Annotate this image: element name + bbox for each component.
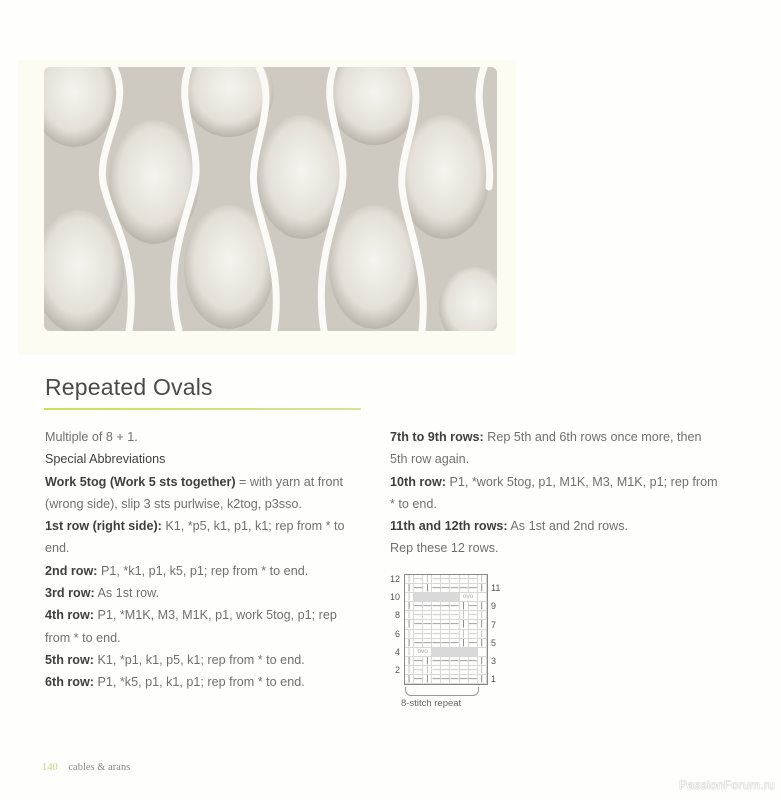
stitch-chart [386,570,501,715]
chart-cell: | [460,639,469,648]
chart-cell: | [423,657,432,666]
chart-cell: — [432,610,441,620]
chart-cell: | [478,675,487,684]
chart-cell: | [405,602,414,611]
row-number: 5 [491,637,497,648]
title-underline [44,408,361,410]
chart-cell: — [414,655,423,665]
chart-cell: | [460,602,469,611]
chart-cell: | [405,611,414,620]
chart-cell: — [423,637,432,647]
chart-cell: — [414,610,423,620]
row-6: 6th row: P1, *k5, p1, k1, p1; rep from * to end. [45,675,305,690]
chart-cell: — [441,610,450,620]
chart-cell: — [414,574,423,583]
chart-cell: — [423,601,432,611]
chart-cell: | [460,620,469,629]
chart-cell: | [478,575,487,584]
chart-cell: — [432,619,441,629]
row-3: 3rd row: As 1st row. [45,586,160,601]
chart-caption: 8-stitch repeat [401,698,462,709]
page-number: 140 [42,762,58,773]
chart-cell: | [478,602,487,611]
repeat-note: Rep these 12 rows. [390,541,499,556]
multiple-note: Multiple of 8 + 1. [45,430,138,444]
chart-cell: — [441,664,450,674]
watermark: PassionForum.ru [679,778,775,792]
row-10: 10th row: P1, *work 5tog, p1, M1K, M3, M1K, p1; rep from * to end. [390,474,718,511]
chart-cell: | [460,611,469,620]
chart-cell: — [468,610,477,620]
chart-cell: — [441,601,450,611]
chart-cell: | [405,584,414,593]
row-2: 2nd row: P1, *k1, p1, k5, p1; rep from * to end. [45,563,309,578]
chart-cell: — [432,664,441,674]
chart-cell: — [468,637,477,647]
chart-cell: — [432,655,441,665]
chart-cell: — [423,610,432,620]
chart-cell: — [432,637,441,647]
chart-cell: — [432,583,441,593]
chart-cell: | [405,666,414,675]
chart-cell: | [423,584,432,593]
row-number: 3 [491,655,497,666]
chart-cell: — [441,637,450,647]
chart-cell: — [441,674,450,684]
row-number: 1 [491,674,497,685]
chart-cell: — [450,655,459,665]
chart-grid [404,574,488,685]
row-number: 6 [395,628,401,639]
chart-cell: | [405,575,414,584]
row-4: 4th row: P1, *M1K, M3, M1K, p1, work 5tog, p1; rep from * to end. [45,608,337,645]
swatch-illustration [44,67,497,331]
chart-cell: — [414,619,423,629]
chart-cell: — [441,583,450,593]
chart-cell: — [468,655,477,665]
chart-cell: — [432,674,441,684]
chart-cell: — [441,574,450,583]
row-number: 9 [491,601,497,612]
chart-cell: — [468,583,477,593]
chart-cell: — [432,574,441,583]
chart-cell: | [460,630,469,639]
pattern-title: Repeated Ovals [45,374,213,400]
chart-cell: — [414,674,423,684]
chart-cell: — [450,574,459,583]
chart-cell: ovo [460,593,478,602]
chart-cell: — [432,628,441,638]
page-footer [42,762,130,773]
chart-cell: — [450,601,459,611]
chart-cell: — [468,664,477,674]
chart-cell: — [450,583,459,593]
chart-cell: ovo [414,648,432,657]
chart-cell: — [468,619,477,629]
rows-7-to-9: 7th to 9th rows: Rep 5th and 6th rows once more, then 5th row again. [390,430,702,467]
chart-cell: — [450,610,459,620]
chart-cell: | [478,639,487,648]
chart-cell: — [468,674,477,684]
row-number: 4 [395,646,401,657]
chart-cell: | [423,666,432,675]
chart-cell: — [459,655,468,665]
repeat-bracket [405,687,479,696]
chart-cell: — [423,628,432,638]
instructions-right-column [390,426,720,560]
chart-cell: | [405,648,414,657]
chart-cell: — [468,628,477,638]
chart-cell: | [478,584,487,593]
row-number: 12 [390,574,401,584]
row-number: 2 [395,665,401,675]
chart-cell: — [441,628,450,638]
section-name: cables & arans [68,762,131,773]
rows-11-12: 11th and 12th rows: As 1st and 2nd rows. [390,519,628,534]
chart-cell: | [405,630,414,639]
chart-cell: — [414,628,423,638]
chart-cell: | [405,657,414,666]
chart-cell: — [441,655,450,665]
row-number: 10 [390,592,401,603]
chart-cell: — [459,583,468,593]
chart-cell: | [405,639,414,648]
chart-cell: — [459,574,468,583]
knitted-swatch-photo [44,67,497,331]
chart-cell: — [432,601,441,611]
chart-cell: — [468,601,477,611]
chart-cell: — [468,574,477,583]
row-5: 5th row: K1, *p1, k1, p5, k1; rep from * to end. [45,652,305,667]
chart-cell: — [459,664,468,674]
chart-cell: | [478,620,487,629]
chart-cell: — [441,619,450,629]
chart-cell: | [478,666,487,675]
chart-cell: — [450,619,459,629]
chart-cell: — [459,674,468,684]
abbreviation-5tog: Work 5tog (Work 5 sts together) = with yarn at front (wrong side), slip 3 sts purlwise, k2tog, p3sso. [45,474,344,511]
row-number: 11 [491,583,501,594]
chart-cell: — [414,664,423,674]
chart-cell: — [423,619,432,629]
row-number: 7 [491,619,497,630]
chart-cell: — [450,628,459,638]
row-number: 8 [395,610,401,621]
row-1: 1st row (right side): K1, *p5, k1, p1, k1; rep from * to end. [45,519,345,556]
chart-cell: | [478,630,487,639]
chart-cell: | [478,611,487,620]
chart-cell: — [450,664,459,674]
chart-cell: — [414,601,423,611]
instructions-left-column [45,426,365,694]
chart-cell: — [450,637,459,647]
chart-cell: | [405,620,414,629]
chart-cell: | [423,675,432,684]
chart-cell: — [450,674,459,684]
special-abbreviations-heading: Special Abbreviations [45,452,166,467]
chart-cell: | [423,575,432,584]
chart-cell: — [414,583,423,593]
chart-cell: | [478,657,487,666]
chart-cell: — [414,637,423,647]
chart-cell: | [405,593,414,602]
chart-cell: | [405,675,414,684]
